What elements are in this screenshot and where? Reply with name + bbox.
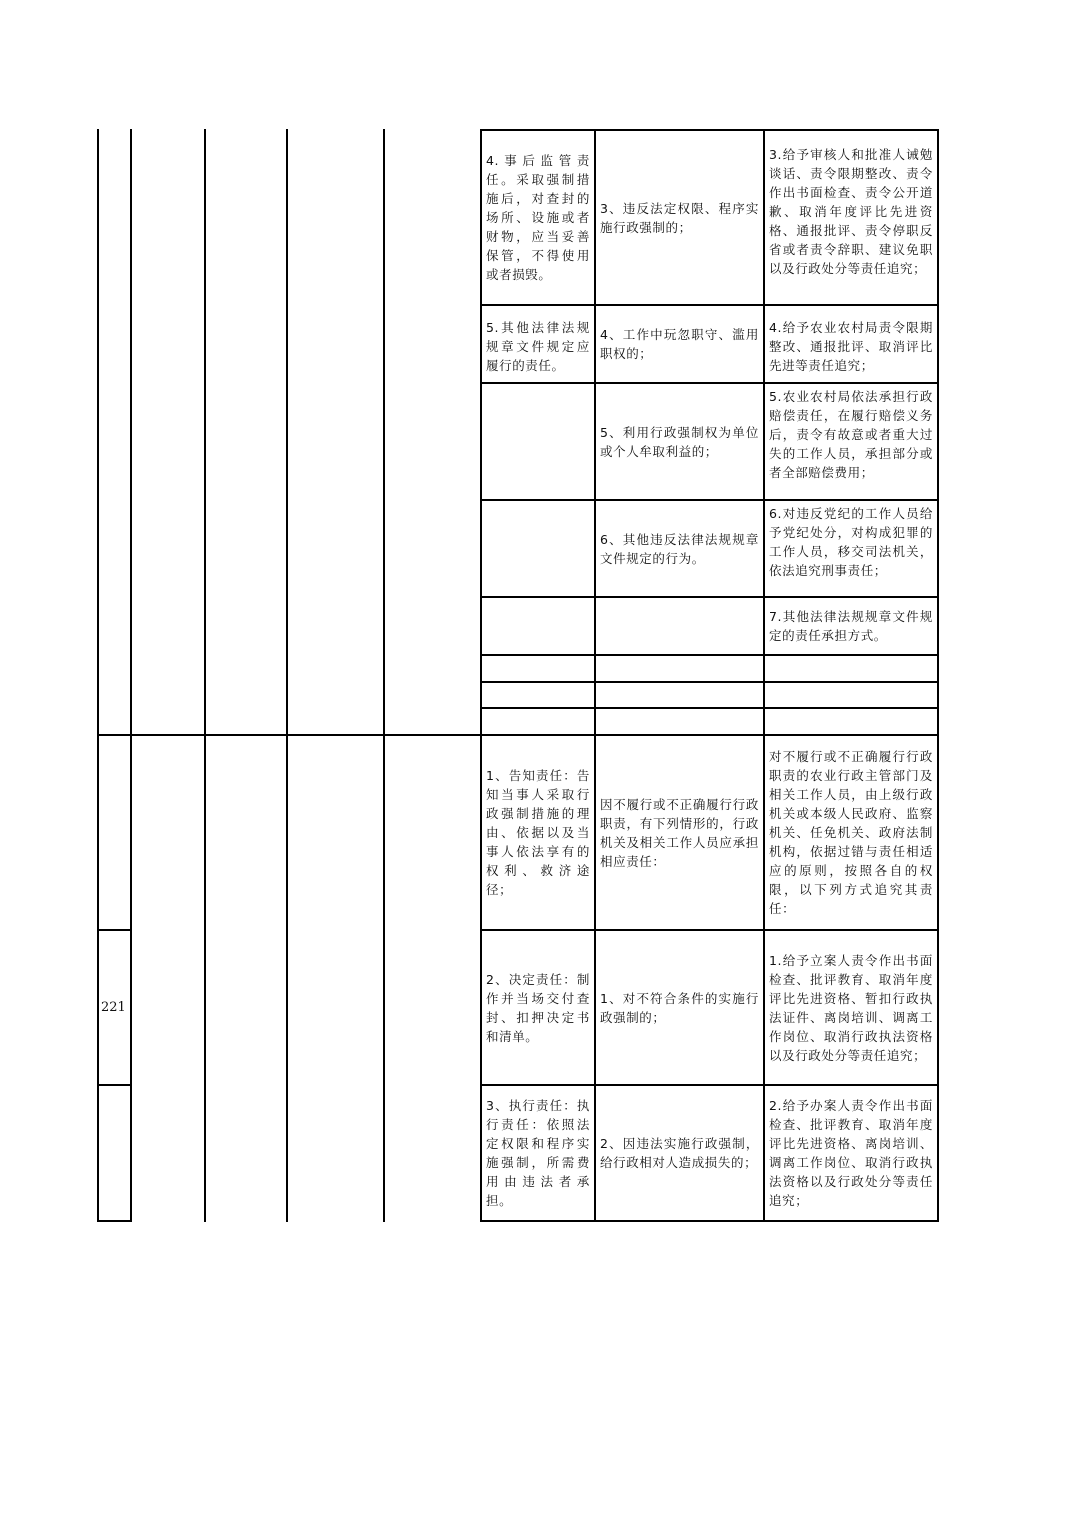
accountability-situation-cell: 5、利用行政强制权为单位或个人牟取利益的； — [600, 424, 759, 459]
accountability-mode-cell: 2.给予办案人责令作出书面检查、批评教育、取消年度评比先进资格、离岗培训、调离工作岗位、取消行政执法资格以及行政处分等责任追究； — [769, 1098, 933, 1208]
duty-content-cell: 5.其他法律法规规章文件规定应履行的责任。 — [486, 320, 590, 373]
duty-content-cell: 3、执行责任：执行责任：依照法定权限和程序实施强制，所需费用由违法者承担。 — [486, 1098, 590, 1208]
accountability-situation-cell: 6、其他违反法律法规规章文件规定的行为。 — [600, 531, 759, 566]
accountability-mode-cell — [765, 683, 937, 707]
row-border-left-mid — [97, 734, 482, 736]
duty-content-cell — [482, 709, 594, 734]
accountability-mode-cell: 7.其他法律法规规章文件规定的责任承担方式。 — [769, 609, 933, 643]
col-border-4 — [286, 129, 288, 1222]
accountability-mode-cell: 6.对违反党纪的工作人员给予党纪处分，对构成犯罪的工作人员，移交司法机关，依法追究刑事责任； — [769, 506, 933, 578]
duty-content-cell — [482, 501, 594, 596]
accountability-mode-cell: 5.农业农村局依法承担行政赔偿责任，在履行赔偿义务后，责令有故意或者重大过失的工作人员，承担部分或者全部赔偿费用； — [769, 389, 933, 480]
accountability-situation-cell — [596, 683, 763, 707]
col-border-3 — [204, 129, 206, 1222]
accountability-mode-cell: 1.给予立案人责令作出书面检查、批评教育、取消年度评比先进资格、暂扣行政执法证件、离岗培训、调离工作岗位、取消行政执法资格以及行政处分等责任追究； — [769, 952, 933, 1063]
accountability-situation-cell: 因不履行或不正确履行行政职责，有下列情形的，行政机关及相关工作人员应承担相应责任： — [600, 796, 759, 869]
accountability-mode-cell — [765, 656, 937, 681]
duty-content-cell — [482, 598, 594, 654]
row-border-r11 — [480, 1220, 939, 1222]
accountability-situation-cell: 2、因违法实施行政强制，给行政相对人造成损失的； — [600, 1136, 759, 1170]
duty-content-cell: 1、告知责任：告知当事人采取行政强制措施的理由、依据以及当事人依法享有的权利、救济途径； — [486, 768, 590, 897]
number-cell-bottom — [97, 1084, 131, 1086]
accountability-situation-cell: 1、对不符合条件的实施行政强制的； — [600, 990, 759, 1025]
accountability-situation-cell: 4、工作中玩忽职守、滥用职权的； — [600, 327, 759, 361]
accountability-situation-cell: 3、违反法定权限、程序实施行政强制的； — [600, 200, 759, 235]
accountability-situation-cell — [596, 709, 763, 734]
accountability-mode-cell: 3.给予审核人和批准人诫勉谈话、责令限期整改、责令作出书面检查、责令公开道歉、取消年度评比先进资格、通报批评、责令停职反省或者责令辞职、建议免职以及行政处分等责任追究； — [769, 147, 933, 276]
col-border-5 — [383, 129, 385, 1222]
duty-content-cell — [482, 656, 594, 681]
accountability-mode-cell — [765, 709, 937, 734]
duty-content-cell — [482, 384, 594, 499]
duty-content-cell: 2、决定责任：制作并当场交付查封、扣押决定书和清单。 — [486, 971, 590, 1044]
accountability-mode-cell: 对不履行或不正确履行行政职责的农业行政主管部门及相关工作人员，由上级行政机关或本级人民政府、监察机关、任免机关、政府法制机构，依据过错与责任相适应的原则，按照各自的权限，以下列方式追究其责任： — [769, 749, 933, 916]
duty-content-cell — [482, 683, 594, 707]
row-border-left-bottom — [97, 1220, 131, 1222]
accountability-mode-cell: 4.给予农业农村局责令限期整改、通报批评、取消评比先进等责任追究； — [769, 320, 933, 373]
col-border-9 — [937, 129, 939, 1222]
col-border-2 — [130, 129, 132, 1222]
accountability-situation-cell — [596, 598, 763, 654]
item-number: 221 — [101, 1000, 126, 1015]
duty-content-cell: 4.事后监管责任。采取强制措施后，对查封的场所、设施或者财物，应当妥善保管，不得使用或者损毁。 — [486, 153, 590, 282]
accountability-situation-cell — [596, 656, 763, 681]
